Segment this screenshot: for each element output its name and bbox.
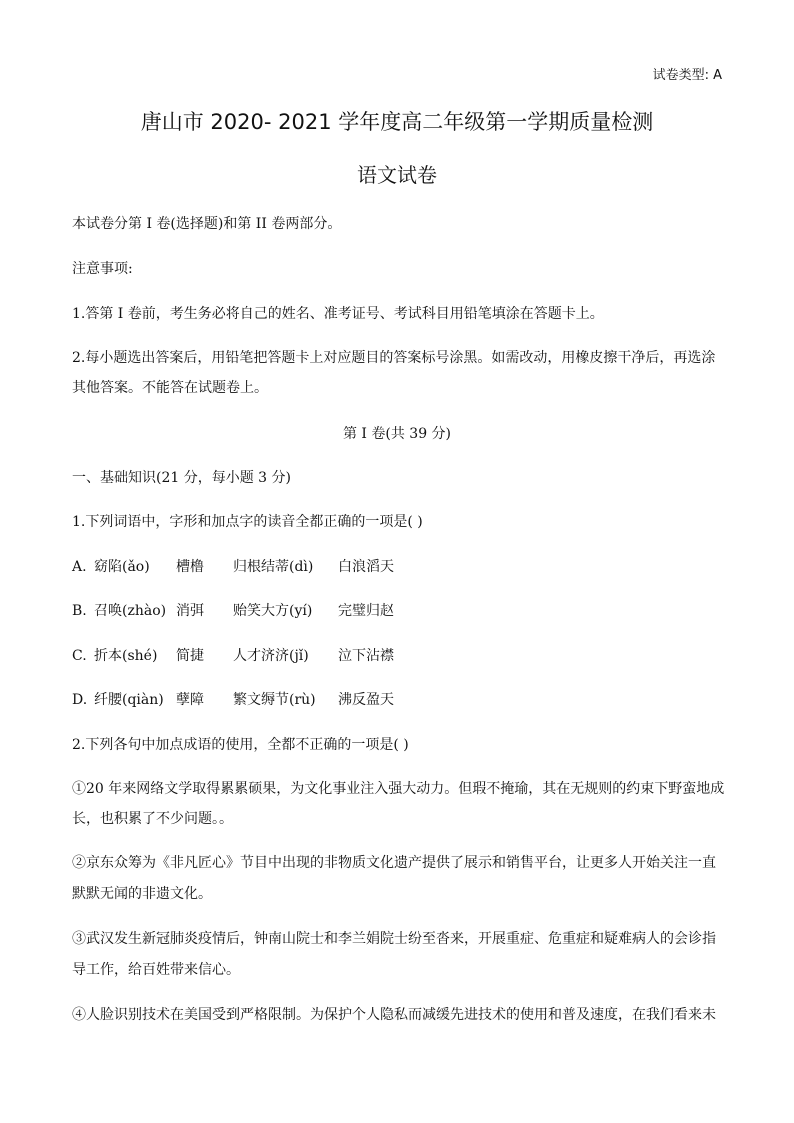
option-item: 简捷 — [176, 648, 204, 664]
option-label: B. — [72, 603, 87, 619]
notice-heading: 注意事项: — [72, 261, 133, 277]
sentence-3-line-1: ③武汉发生新冠肺炎疫情后，钟南山院士和李兰娟院士纷至沓来，开展重症、危重症和疑难病人的会诊指 — [72, 931, 716, 947]
option-item: 孽障 — [176, 692, 204, 708]
sentence-2-line-1: ②京东众筹为《非凡匠心》节目中出现的非物质文化遗产提供了展示和销售平台，让更多人开始关注一直 — [72, 855, 716, 871]
question-2-stem: 2.下列各句中加点成语的使用，全都不正确的一项是( ) — [72, 737, 409, 753]
paper-structure-text: 本试卷分第 I 卷(选择题)和第 II 卷两部分。 — [72, 216, 342, 232]
sentence-2-line-2: 默默无闻的非遗文化。 — [72, 886, 212, 902]
notice-item-2-line-1: 2.每小题选出答案后，用铅笔把答题卡上对应题目的答案标号涂黑。如需改动，用橡皮擦干净后，再选涂 — [72, 350, 716, 366]
sentence-1-line-2: 长，也积累了不少问题。。 — [72, 811, 233, 827]
section-heading: 一、基础知识(21 分，每小题 3 分) — [72, 470, 291, 486]
option-b — [72, 601, 724, 621]
option-a — [72, 557, 724, 577]
option-item: 槽橹 — [176, 559, 204, 575]
exam-subtitle: 语文试卷 — [357, 163, 437, 187]
option-item: 窈陷(ǎo) — [94, 559, 150, 575]
option-item: 消弭 — [176, 603, 204, 619]
option-item: 归根结蒂(dì) — [233, 559, 314, 575]
option-item: 贻笑大方(yí) — [233, 603, 313, 619]
option-item: 白浪滔天 — [338, 559, 394, 575]
option-d — [72, 690, 724, 710]
option-c — [72, 646, 724, 666]
sentence-1-line-1: ①20 年来网络文学取得累累硕果，为文化事业注入强大动力。但瑕不掩瑜，其在无规则的约束下野蛮地成 — [72, 781, 725, 797]
question-1-stem: 1.下列词语中，字形和加点字的读音全都正确的一项是( ) — [72, 514, 423, 530]
volume-heading: 第 I 卷(共 39 分) — [342, 426, 452, 442]
sentence-4-line-1: ④人脸识别技术在美国受到严格限制。为保护个人隐私而减缓先进技术的使用和普及速度，在我们看来未 — [72, 1007, 716, 1023]
option-item: 繁文缛节(rù) — [233, 692, 316, 708]
option-item: 泣下沾襟 — [338, 648, 394, 664]
option-item: 沸反盈天 — [338, 692, 394, 708]
option-item: 召唤(zhào) — [94, 603, 167, 619]
paper-type-label: 试卷类型: A — [652, 68, 722, 83]
sentence-3-line-2: 导工作，给百姓带来信心。 — [72, 962, 240, 978]
option-item: 折本(shé) — [94, 648, 158, 664]
option-item: 完璧归赵 — [338, 603, 394, 619]
notice-item-2-line-2: 其他答案。不能答在试题卷上。 — [72, 380, 268, 396]
option-label: A. — [72, 559, 87, 575]
notice-item-1: 1.答第 I 卷前，考生务必将自己的姓名、准考证号、考试科目用铅笔填涂在答题卡上。 — [72, 306, 604, 322]
option-item: 人才济济(jǐ) — [233, 648, 309, 664]
exam-title: 唐山市 2020- 2021 学年度高二年级第一学期质量检测 — [140, 110, 654, 134]
option-label: C. — [72, 648, 87, 664]
option-label: D. — [72, 692, 88, 708]
option-item: 纤腰(qiàn) — [94, 692, 164, 708]
